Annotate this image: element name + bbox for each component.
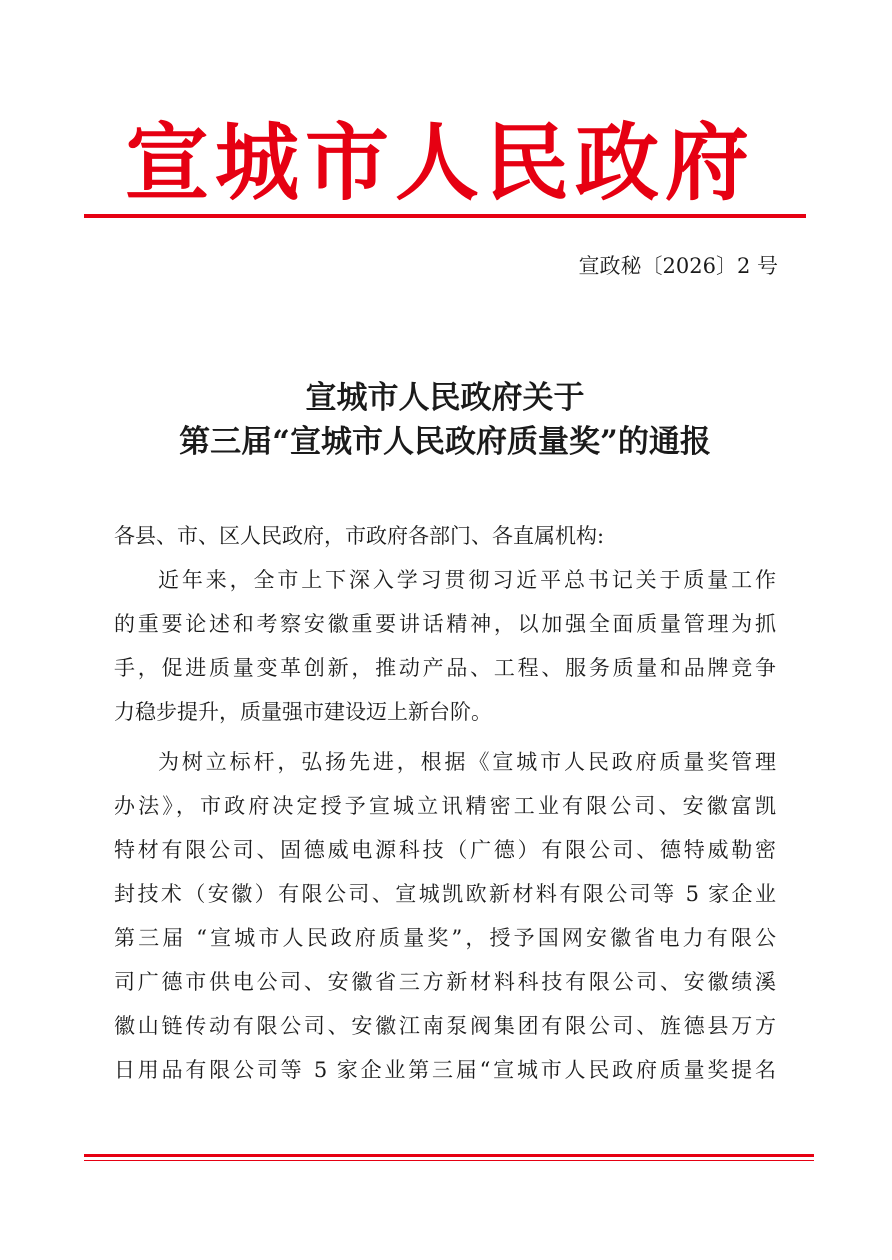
footer-red-rule-thin xyxy=(84,1160,814,1161)
paragraph-line: 力稳步提升，质量强市建设迈上新台阶。 xyxy=(114,700,492,724)
notice-title-line2: 第三届“宣城市人民政府质量奖”的通报 xyxy=(179,424,711,460)
paragraph-2 xyxy=(114,740,776,1092)
salutation: 各县、市、区人民政府，市政府各部门、各直属机构: xyxy=(114,524,605,548)
paragraph-line: 为树立标杆，弘扬先进，根据《宣城市人民政府质量奖管理 xyxy=(158,750,776,774)
paragraph-line: 手，促进质量变革创新，推动产品、工程、服务质量和品牌竞争 xyxy=(114,656,776,680)
notice-title-line1: 宣城市人民政府关于 xyxy=(305,380,585,416)
header-red-rule xyxy=(84,214,806,218)
issuer-header: 宣城市人民政府 xyxy=(124,113,755,212)
footer-red-rule xyxy=(84,1154,814,1157)
paragraph-line: 办法》，市政府决定授予宣城立讯精密工业有限公司、安徽富凯 xyxy=(114,794,776,818)
paragraph-line: 的重要论述和考察安徽重要讲话精神，以加强全面质量管理为抓 xyxy=(114,612,776,636)
paragraph-line: 徽山链传动有限公司、安徽江南泵阀集团有限公司、旌德县万方 xyxy=(114,1014,776,1038)
paragraph-line: 司广德市供电公司、安徽省三方新材料科技有限公司、安徽绩溪 xyxy=(114,970,776,994)
paragraph-1 xyxy=(114,558,776,734)
paragraph-line: 近年来，全市上下深入学习贯彻习近平总书记关于质量工作 xyxy=(158,568,776,592)
paragraph-line: 特材有限公司、固德威电源科技（广德）有限公司、德特威勒密 xyxy=(114,838,776,862)
paragraph-line: 封技术（安徽）有限公司、宣城凯欧新材料有限公司等 5 家企业 xyxy=(114,882,776,906)
document-number: 宣政秘〔2026〕2 号 xyxy=(578,254,778,278)
paragraph-line: 第三届 “宣城市人民政府质量奖”，授予国网安徽省电力有限公 xyxy=(114,926,776,950)
paragraph-line: 日用品有限公司等 5 家企业第三届“宣城市人民政府质量奖提名 xyxy=(114,1058,776,1082)
